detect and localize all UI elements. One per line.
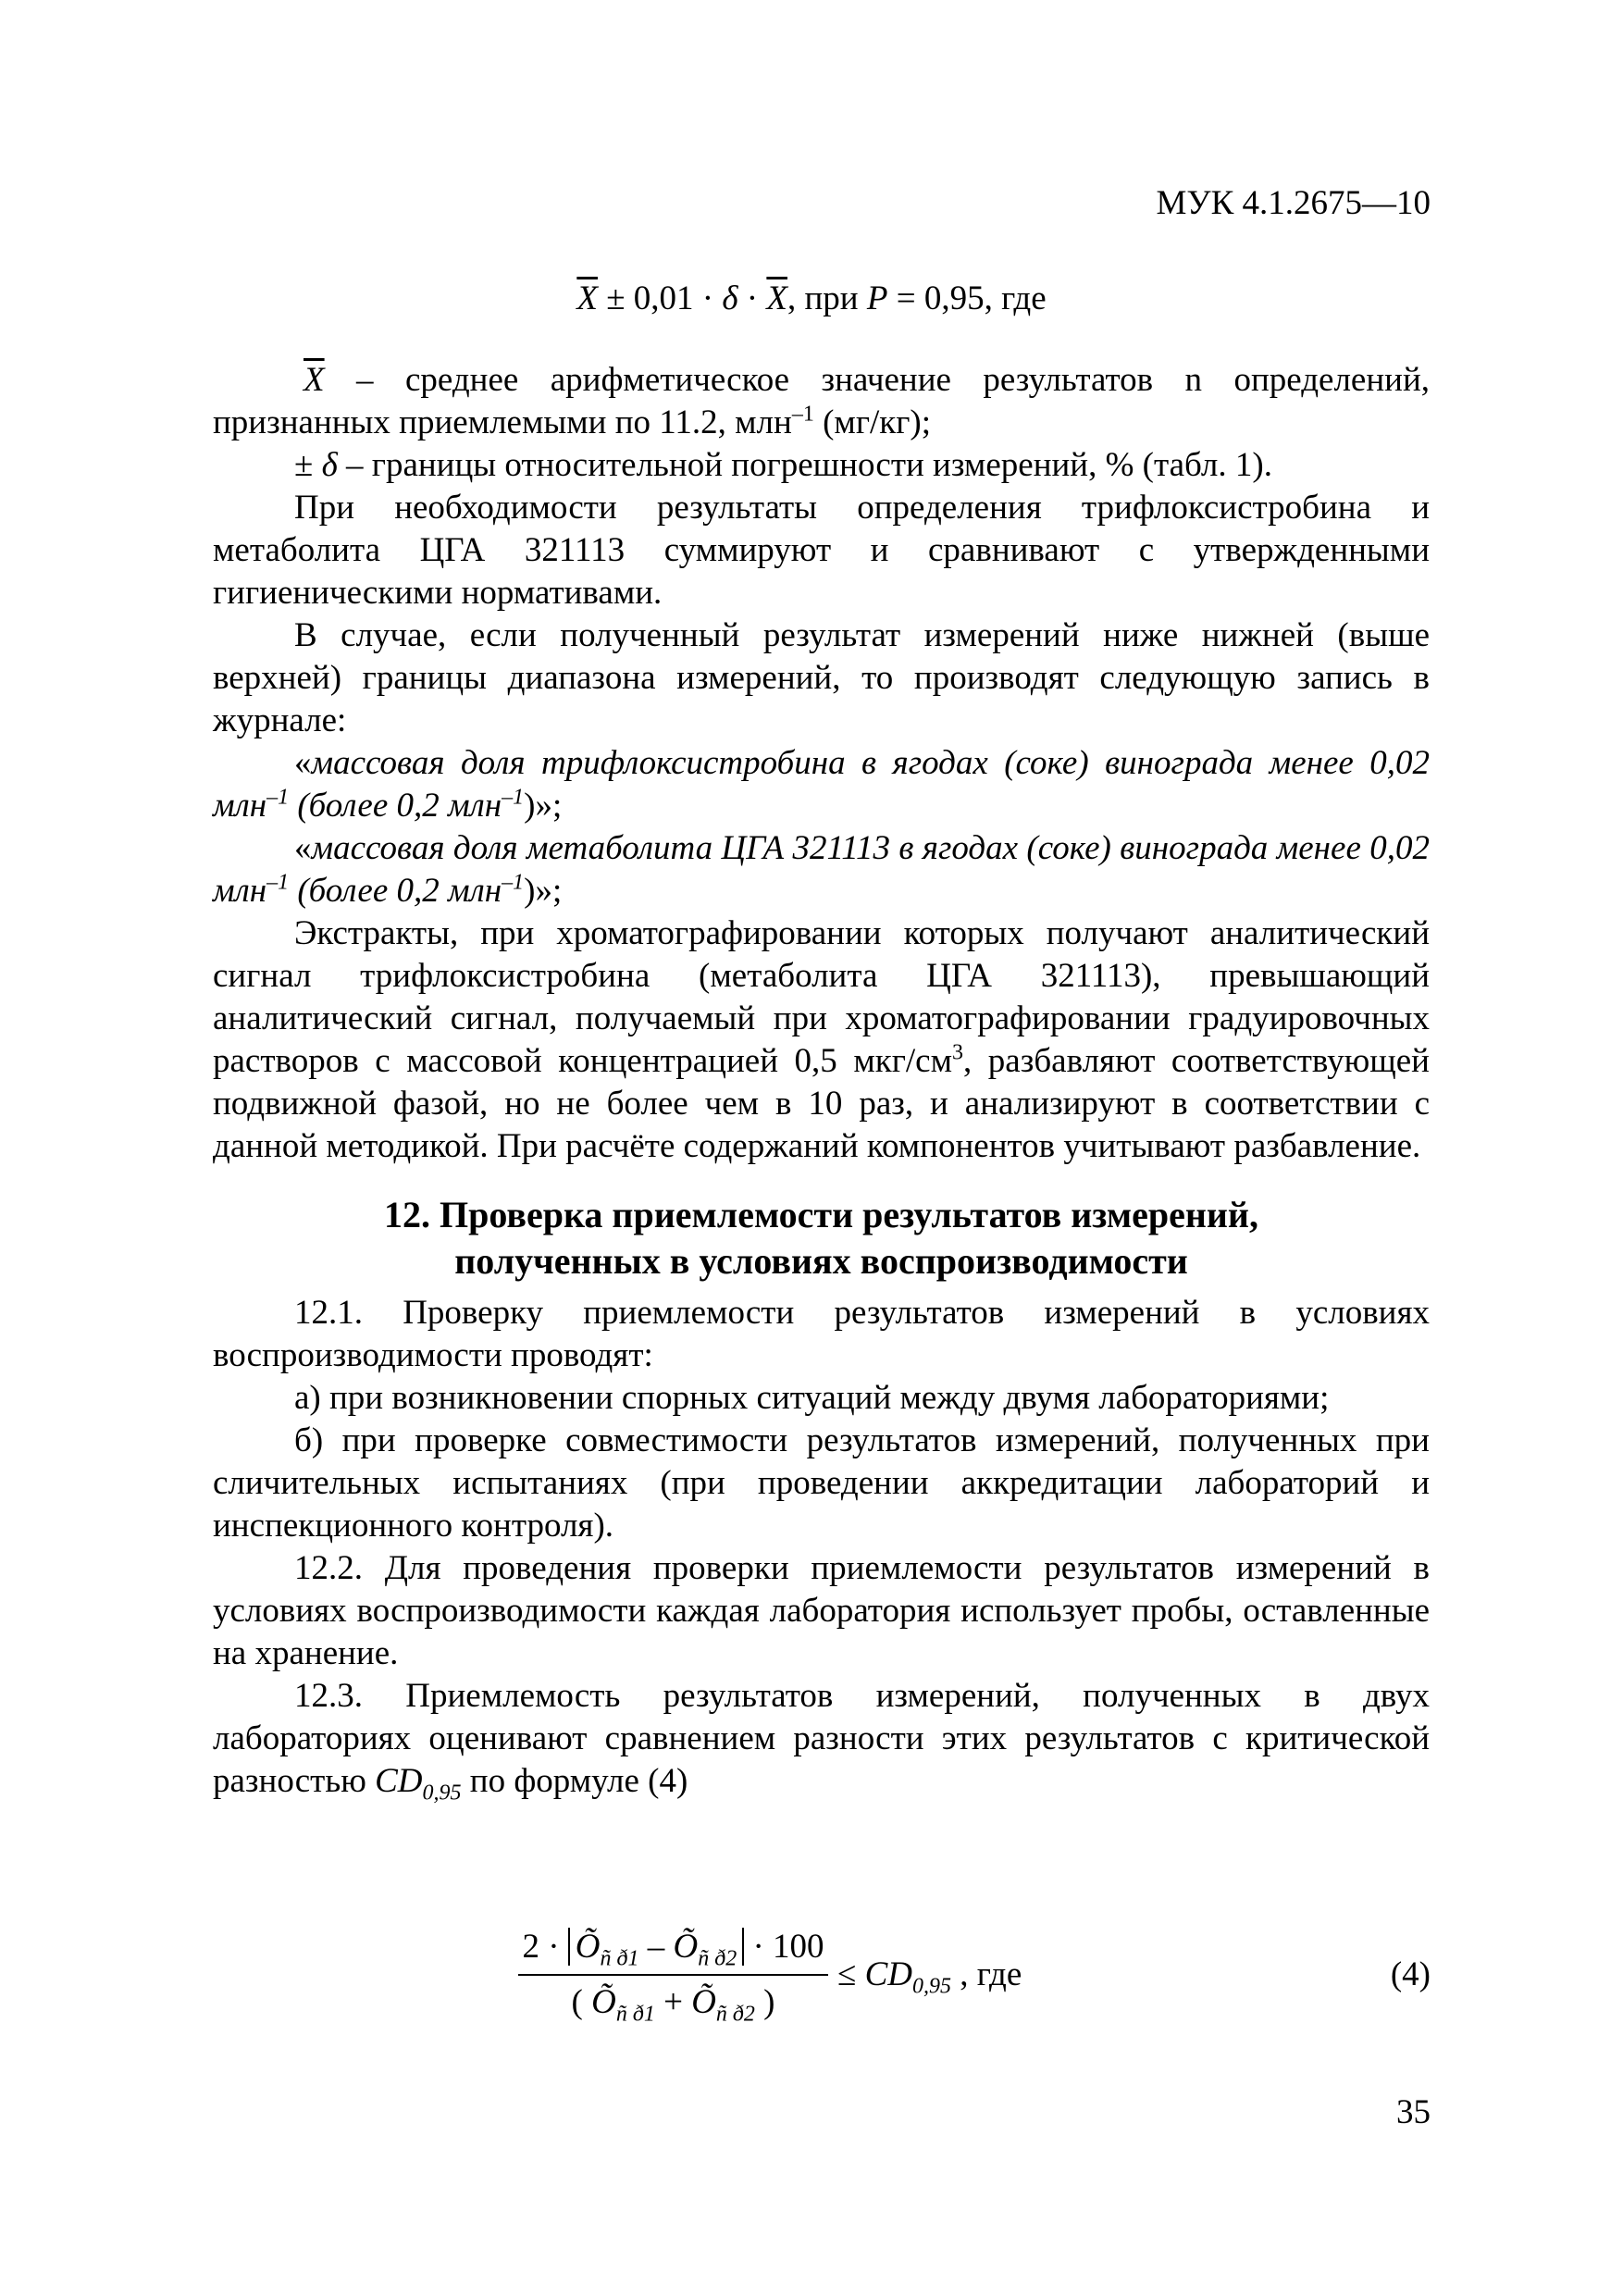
x2-symbol: Õ bbox=[673, 1928, 699, 1966]
formula-part: ± 0,01 · bbox=[597, 279, 723, 317]
p-symbol: P bbox=[866, 279, 888, 317]
superscript: –1 bbox=[266, 870, 290, 895]
formula-part: = 0,95, где bbox=[887, 279, 1047, 317]
x-definition bbox=[213, 359, 1430, 444]
text-part: )»; bbox=[524, 872, 563, 910]
subscript: ñ ð2 bbox=[715, 2002, 755, 2027]
text-part: (мг/кг); bbox=[813, 403, 932, 441]
paragraph: б) при проверке совместимости результатов измерений, полученных при сличительных испытаниях (при проведении аккредитации лабораторий и инспекционного контроля). bbox=[213, 1421, 1430, 1545]
heading-line: 12. Проверка приемлемости результатов измерений, bbox=[384, 1194, 1258, 1235]
paragraph bbox=[213, 1675, 1430, 1806]
mean-x-symbol: $\overline{X}$ bbox=[304, 361, 325, 399]
absolute-value bbox=[568, 1928, 744, 1971]
heading-line: полученных в условиях воспроизводимости bbox=[454, 1240, 1188, 1282]
text-part: – границы относительной погрешности измерений, % (табл. 1). bbox=[337, 446, 1272, 484]
cd-symbol: CD bbox=[375, 1762, 423, 1800]
subscript: ñ ð1 bbox=[615, 2002, 655, 2027]
x2-symbol: Õ bbox=[691, 1983, 716, 2021]
denominator bbox=[518, 1976, 828, 2029]
superscript: –1 bbox=[502, 785, 525, 810]
formula-part: , где bbox=[950, 1955, 1022, 1993]
section-heading bbox=[213, 1192, 1430, 1285]
journal-entry-quote bbox=[213, 742, 1430, 827]
formula-part: ) bbox=[754, 1983, 775, 2021]
text-part: 12.3. Приемлемость результатов измерений, полученных в двух лабораториях оценивают сравнением разности этих результатов с критической разностью bbox=[213, 1677, 1430, 1800]
text-part: (более 0,2 млн bbox=[289, 787, 502, 825]
document-code-header: МУК 4.1.2675—10 bbox=[1156, 184, 1431, 222]
paragraph: 12.2. Для проведения проверки приемлемости результатов измерений в условиях воспроизводимости каждая лаборатория использует пробы, оставленные на хранение. bbox=[213, 1549, 1430, 1672]
text-part: « bbox=[294, 744, 312, 782]
formula-part: ≤ bbox=[837, 1955, 865, 1993]
superscript: –1 bbox=[791, 402, 814, 427]
formula-part: ( bbox=[571, 1983, 592, 2021]
formula-4 bbox=[0, 1920, 1623, 2041]
cd-symbol: CD bbox=[864, 1955, 912, 1993]
formula-mean-interval bbox=[0, 278, 1623, 320]
text-part: – среднее арифметическое значение результатов n определений, признанных приемлемыми по 11.2, млн bbox=[213, 361, 1430, 441]
paragraph: При необходимости результаты определения трифлоксистробина и метаболита ЦГА 321113 суммируют и сравнивают с утвержденными гигиеническими нормативами. bbox=[213, 489, 1430, 612]
x1-symbol: Õ bbox=[591, 1983, 616, 2021]
text-part: (более 0,2 млн bbox=[289, 872, 502, 910]
delta-symbol: δ bbox=[722, 279, 738, 317]
text-part: ± bbox=[294, 446, 322, 484]
subscript: ñ ð2 bbox=[698, 1946, 737, 1971]
formula-part: + bbox=[654, 1983, 692, 2021]
text-part: Экстракты, при хроматографировании которых получают аналитический сигнал трифлоксистробина (метаболита ЦГА 321113), превышающий аналитический сигнал, получаемый при хроматографировании градуировочных растворов с массовой концентрацией 0,5 мкг/см bbox=[213, 914, 1430, 1080]
paragraph: а) при возникновении спорных ситуаций между двумя лабораториями; bbox=[294, 1379, 1330, 1417]
journal-entry-quote bbox=[213, 827, 1430, 912]
paragraph: В случае, если полученный результат измерений ниже нижней (выше верхней) границы диапазона измерений, то производят следующую запись в журнале: bbox=[213, 616, 1430, 739]
paragraph bbox=[213, 912, 1430, 1168]
superscript: 3 bbox=[952, 1040, 964, 1065]
formula-part: – bbox=[638, 1928, 674, 1966]
delta-symbol: δ bbox=[321, 446, 338, 484]
superscript: –1 bbox=[502, 870, 525, 895]
text-part: « bbox=[294, 829, 312, 867]
text-part: массовая доля метаболита ЦГА 321113 в ягодах (соке) винограда менее 0,02 млн bbox=[213, 829, 1430, 910]
mean-x-symbol: $\overline{X}$ bbox=[766, 279, 787, 317]
subscript: ñ ð1 bbox=[600, 1946, 639, 1971]
numerator bbox=[518, 1920, 828, 1976]
formula-part: · 100 bbox=[744, 1928, 824, 1966]
formula-part: · bbox=[737, 279, 767, 317]
text-part: по формуле (4) bbox=[461, 1762, 688, 1800]
page-number: 35 bbox=[1396, 2093, 1431, 2131]
formula-rhs bbox=[837, 1954, 1022, 1999]
text-part: , разбавляют соответствующей подвижной фазой, но не более чем в 10 раз, и анализируют в соответствии с данной методикой. При расчёте содержаний компонентов учитывают разбавление. bbox=[213, 1042, 1430, 1165]
subscript: 0,95 bbox=[911, 1974, 951, 1999]
equation-number: (4) bbox=[1390, 1955, 1431, 1993]
x1-symbol: Õ bbox=[575, 1928, 601, 1966]
main-text bbox=[213, 359, 1430, 1806]
text-part: )»; bbox=[524, 787, 563, 825]
mean-x-symbol: $\overline{X}$ bbox=[576, 279, 598, 317]
formula-part: , при bbox=[787, 279, 867, 317]
superscript: –1 bbox=[266, 785, 290, 810]
text-part: массовая доля трифлоксистробина в ягодах (соке) винограда менее 0,02 млн bbox=[213, 744, 1430, 825]
formula-part: 2 · bbox=[522, 1928, 568, 1966]
fraction bbox=[518, 1920, 828, 2029]
paragraph: 12.1. Проверку приемлемости результатов измерений в условиях воспроизводимости проводят: bbox=[213, 1294, 1430, 1374]
subscript: 0,95 bbox=[422, 1781, 462, 1806]
delta-definition bbox=[213, 444, 1430, 487]
